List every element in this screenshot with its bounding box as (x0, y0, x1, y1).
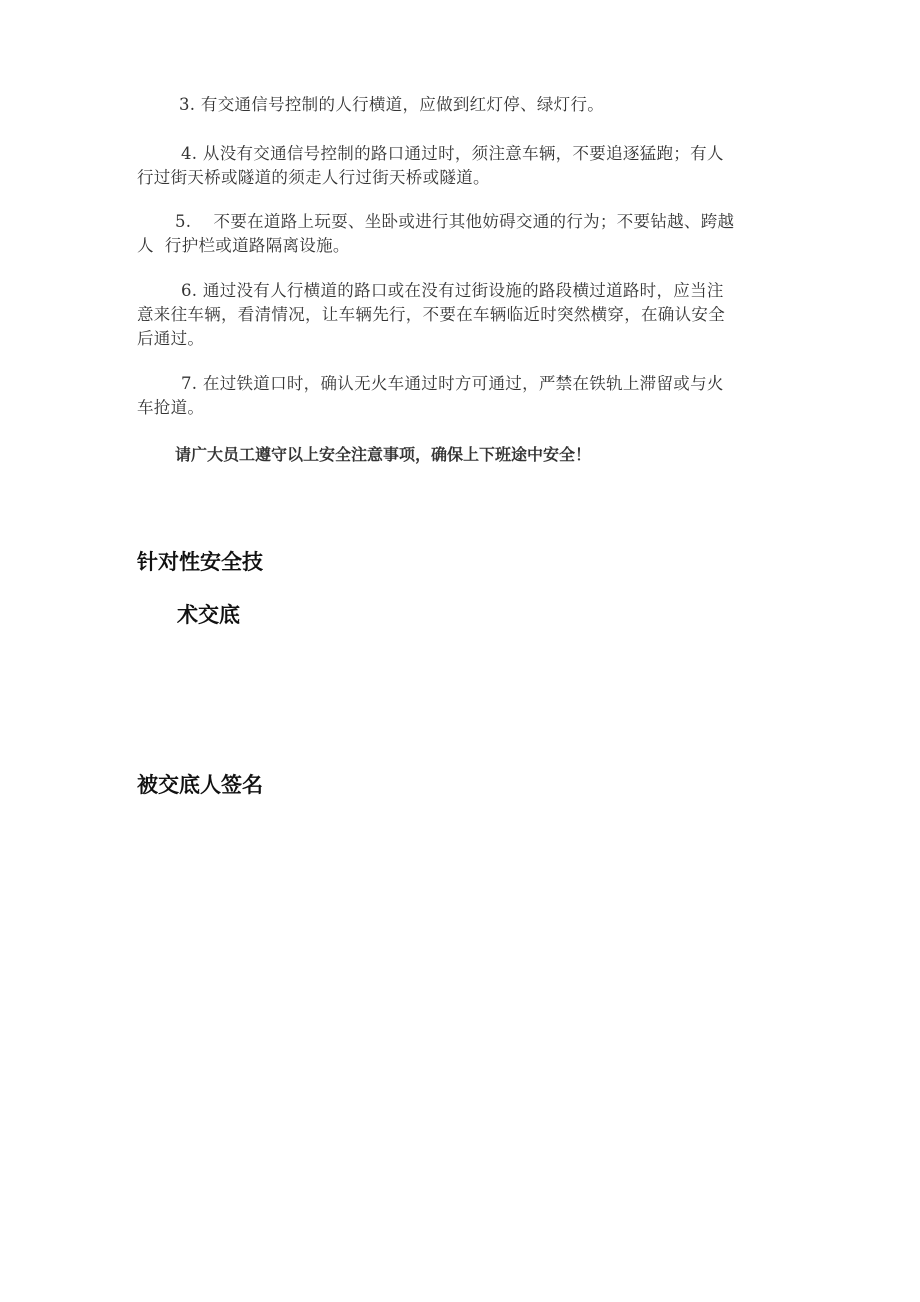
section-title-part-2: 术交底 (177, 603, 240, 627)
safety-item-6 (137, 279, 792, 351)
safety-item-3 (137, 93, 792, 117)
safety-item-5-line-1: 5. 不要在道路上玩耍、坐卧或进行其他妨碍交通的行为；不要钻越、跨越 (175, 212, 735, 231)
closing-statement: 请广大员工遵守以上安全注意事项，确保上下班途中安全！ (175, 445, 592, 464)
safety-item-4-line-2: 行过街天桥或隧道的须走人行过街天桥或隧道。 (137, 168, 490, 187)
section-title-part-1: 针对性安全技 (137, 550, 263, 574)
safety-item-7 (137, 372, 792, 420)
safety-item-7-line-2: 车抢道。 (137, 398, 205, 417)
safety-item-6-line-2: 意来往车辆，看清情况，让车辆先行，不要在车辆临近时突然横穿，在确认安全 (137, 305, 725, 324)
safety-item-5-line-2: 人 行护栏或道路隔离设施。 (137, 236, 350, 255)
safety-item-5 (137, 210, 792, 258)
safety-item-3-line-1: 3. 有交通信号控制的人行横道，应做到红灯停、绿灯行。 (179, 95, 605, 114)
signature-label: 被交底人签名 (137, 773, 263, 797)
safety-item-4 (137, 142, 792, 190)
safety-item-4-line-1: 4. 从没有交通信号控制的路口通过时，须注意车辆，不要追逐猛跑；有人 (181, 144, 724, 163)
safety-item-7-line-1: 7. 在过铁道口时，确认无火车通过时方可通过，严禁在铁轨上滞留或与火 (181, 374, 724, 393)
safety-item-6-line-3: 后通过。 (137, 329, 205, 348)
safety-item-6-line-1: 6. 通过没有人行横道的路口或在没有过街设施的路段横过道路时，应当注 (181, 281, 724, 300)
